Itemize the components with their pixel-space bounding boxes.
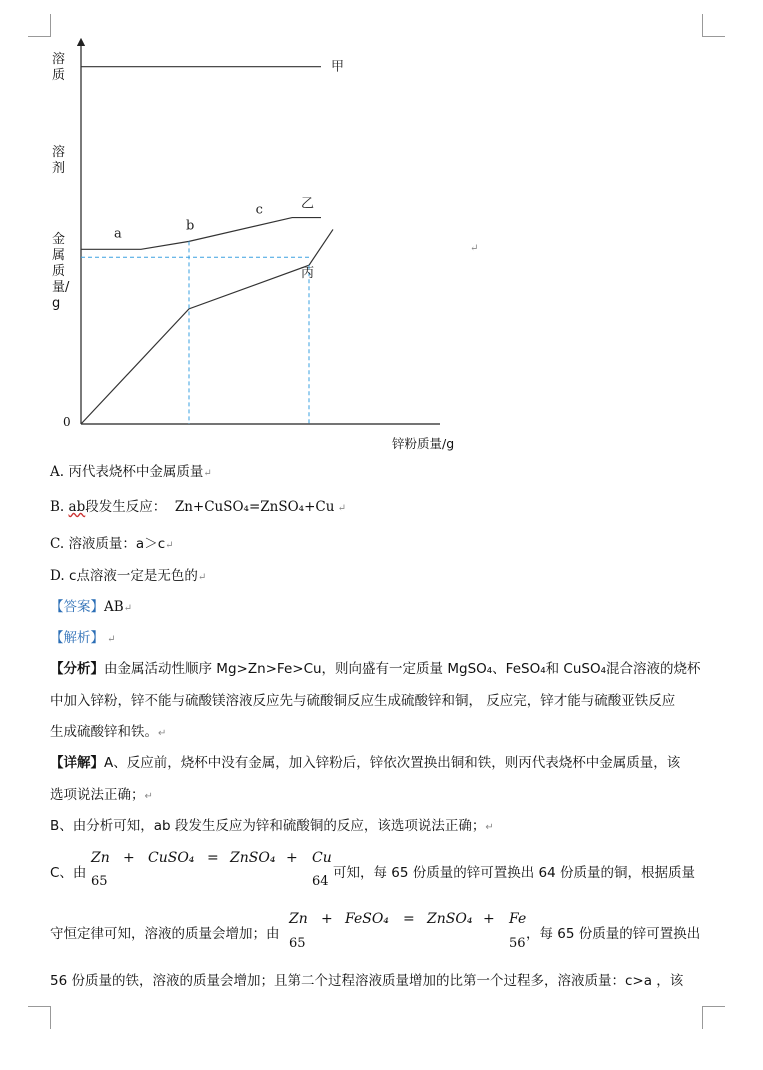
c-line2-post: ，每 65 份质量的锌可置换出 <box>526 926 701 942</box>
eq1-plus: + <box>123 850 135 866</box>
y-axis-label-solute: 溶质 <box>52 52 66 83</box>
eq1-znso4: ZnSO₄ <box>230 850 276 866</box>
point-label-c: c <box>255 202 263 218</box>
answer-line: 【答案】AB↵ <box>50 599 133 615</box>
solution-metal-mass-chart <box>0 0 763 460</box>
option-c: C. 溶液质量：a＞c↵ <box>50 536 174 552</box>
point-label-b: b <box>186 218 195 234</box>
eq1-plus2: + <box>286 850 298 866</box>
answer-value: AB <box>104 599 124 615</box>
c-line2-pre: 守恒定律可知，溶液的质量会增加；由 <box>50 926 280 942</box>
analysis-tag: 【解析】 <box>50 630 104 646</box>
c-prefix: C、由 <box>50 865 87 881</box>
series-line-2 <box>81 229 333 424</box>
series-name-label-2: 丙 <box>301 266 315 282</box>
c-line-3: 56 份质量的铁，溶液的质量会增加；且第二个过程溶液质量增加的比第一个过程多，溶液质量：c>a ，该 <box>50 973 684 989</box>
fenxi-line-2: 中加入锌粉，锌不能与硫酸镁溶液反应先与硫酸铜反应生成硫酸锌和铜， 反应完，锌才能与硫酸亚铁反应 <box>50 693 676 709</box>
eq2-plus: + <box>321 911 333 927</box>
reaction-formula: Zn+CuSO₄=ZnSO₄+Cu <box>174 499 335 515</box>
x-axis-label: 锌粉质量/g <box>392 436 455 451</box>
option-d: D. c点溶液一定是无色的↵ <box>50 568 207 584</box>
eq2-feso4: FeSO₄ <box>345 911 389 927</box>
eq1-cuso4: CuSO₄ <box>148 850 195 866</box>
analysis-line: 【解析】 ↵ <box>50 630 116 646</box>
xiangjie-line-2: 选项说法正确；↵ <box>50 787 153 803</box>
fenxi-line-3: 生成硫酸锌和铁。↵ <box>50 724 167 740</box>
c-after-eq1: 可知，每 65 份质量的锌可置换出 64 份质量的铜，根据质量 <box>333 865 696 881</box>
corner-mark-bottom-left <box>28 1006 51 1029</box>
eq2-equals: = <box>403 911 415 927</box>
y-axis-label-metal-mass: 金属质量/g <box>52 232 70 311</box>
corner-mark-bottom-right <box>702 1006 725 1029</box>
eq2-plus2: + <box>483 911 495 927</box>
eq1-equals: = <box>207 850 219 866</box>
b-explanation: B、由分析可知，ab 段发生反应为锌和硫酸铜的反应，该选项说法正确；↵ <box>50 818 494 834</box>
fenxi-line-1: 【分析】由金属活动性顺序 Mg>Zn>Fe>Cu，则向盛有一定质量 MgSO₄、FeSO₄和 CuSO₄混合溶液的烧杯 <box>50 661 701 677</box>
paragraph-mark: ↵ <box>470 243 479 254</box>
point-label-a: a <box>114 226 122 242</box>
eq1-cu: Cu <box>312 850 332 866</box>
eq1-zn: Zn <box>91 850 110 866</box>
series-name-label-1: 乙 <box>301 196 315 212</box>
eq2-zn: Zn <box>289 911 308 927</box>
eq2-fe: Fe <box>509 911 527 927</box>
answer-tag: 【答案】 <box>50 599 104 615</box>
eq1-mass-cu: 64 <box>312 874 329 889</box>
eq2-znso4: ZnSO₄ <box>427 911 473 927</box>
option-b: B. ab段发生反应： Zn+CuSO₄=ZnSO₄+Cu ↵ <box>50 499 346 515</box>
origin-label: 0 <box>63 415 71 429</box>
eq1-mass-zn: 65 <box>91 874 108 889</box>
xiangjie-line-1: 【详解】A、反应前，烧杯中没有金属，加入锌粉后，锌依次置换出铜和铁，则丙代表烧杯中金属质量，该 <box>50 755 681 771</box>
eq2-mass-fe: 56 <box>509 936 526 951</box>
series-name-label-0: 甲 <box>331 59 345 75</box>
eq2-mass-zn: 65 <box>289 936 306 951</box>
option-a: A. 丙代表烧杯中金属质量↵ <box>50 464 212 480</box>
y-axis-label-solvent: 溶剂 <box>52 145 66 176</box>
